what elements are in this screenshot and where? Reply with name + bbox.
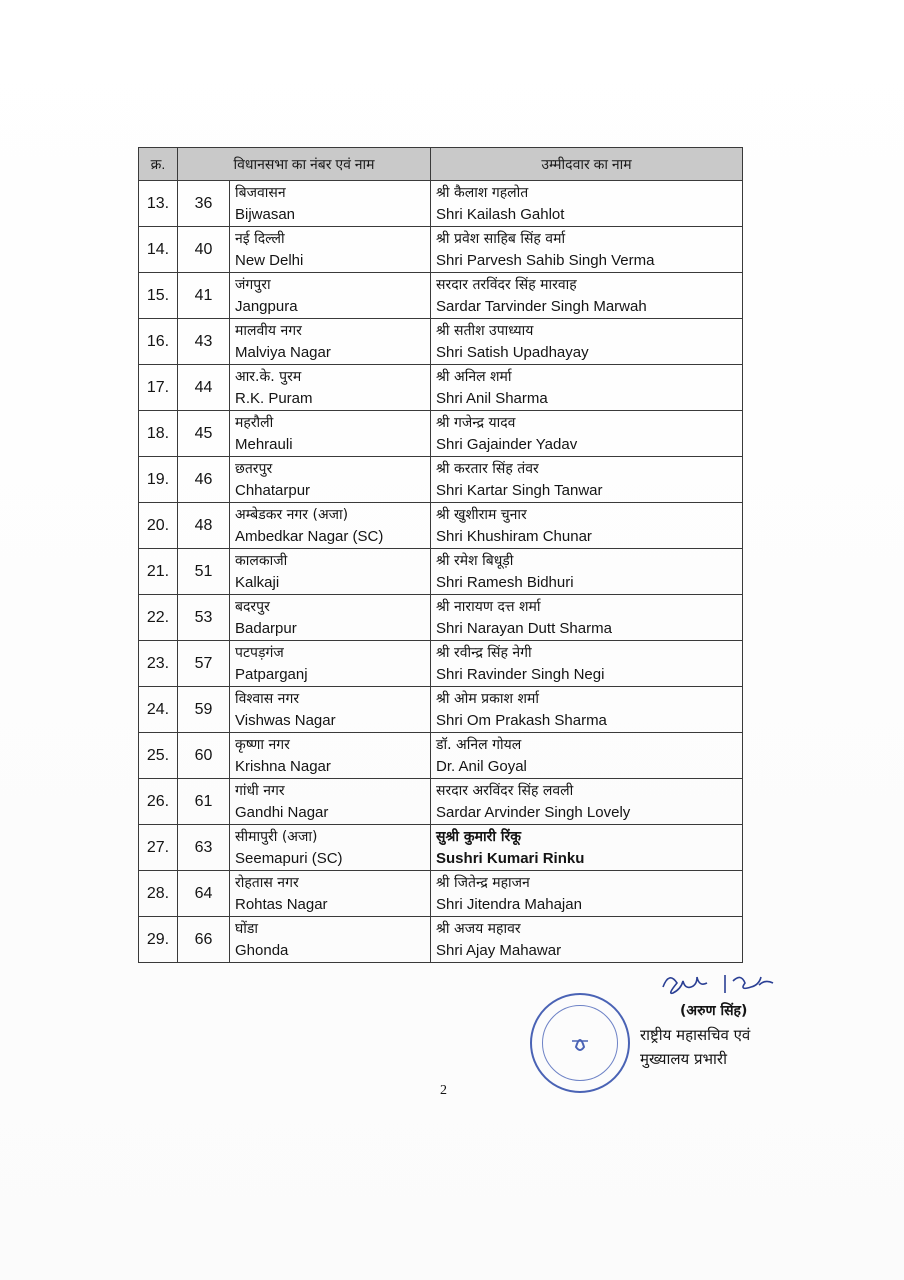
constituency-name-english: Malviya Nagar — [235, 343, 331, 361]
candidate-name-hindi: श्री कैलाश गहलोत — [436, 184, 529, 201]
signer-designation — [640, 1023, 750, 1071]
table-row — [139, 457, 743, 503]
candidate-name-hindi: श्री अनिल शर्मा — [436, 368, 512, 385]
constituency-name-hindi: मालवीय नगर — [235, 322, 302, 339]
constituency-number: 45 — [178, 411, 230, 457]
constituency-name-english: Jangpura — [235, 297, 298, 315]
constituency-name — [230, 779, 431, 825]
candidate-name-hindi: श्री करतार सिंह तंवर — [436, 460, 539, 477]
serial-number: 18. — [139, 411, 178, 457]
constituency-name-hindi: सीमापुरी (अजा) — [235, 828, 318, 845]
serial-number: 22. — [139, 595, 178, 641]
header-candidate: उम्मीदवार का नाम — [431, 148, 743, 181]
constituency-number: 61 — [178, 779, 230, 825]
constituency-name-hindi: कालकाजी — [235, 552, 288, 569]
constituency-name-english: New Delhi — [235, 251, 304, 269]
candidate-name-english: Sardar Arvinder Singh Lovely — [436, 803, 631, 821]
candidate-name-english: Sushri Kumari Rinku — [436, 849, 585, 867]
constituency-name — [230, 687, 431, 733]
table-row — [139, 595, 743, 641]
serial-number: 16. — [139, 319, 178, 365]
constituency-name — [230, 917, 431, 963]
candidate-name — [431, 227, 743, 273]
candidate-name — [431, 687, 743, 733]
constituency-name-hindi: जंगपुरा — [235, 276, 271, 293]
constituency-name-hindi: बदरपुर — [235, 598, 270, 615]
candidate-name — [431, 181, 743, 227]
table-row — [139, 273, 743, 319]
table-row — [139, 687, 743, 733]
table-row — [139, 641, 743, 687]
signer-name: (अरुण सिंह) — [680, 1003, 748, 1019]
table-row — [139, 733, 743, 779]
candidate-name — [431, 779, 743, 825]
constituency-number: 48 — [178, 503, 230, 549]
table-row — [139, 319, 743, 365]
serial-number: 24. — [139, 687, 178, 733]
candidate-name-english: Shri Ajay Mahawar — [436, 941, 562, 959]
constituency-name-english: Ghonda — [235, 941, 289, 959]
constituency-name-hindi: नई दिल्ली — [235, 230, 285, 247]
candidate-name-hindi: श्री अजय महावर — [436, 920, 521, 937]
constituency-name — [230, 319, 431, 365]
handwritten-signature — [655, 965, 785, 1001]
candidate-name-english: Shri Anil Sharma — [436, 389, 548, 407]
candidate-name-hindi: श्री गजेन्द्र यादव — [436, 414, 516, 431]
candidate-name-hindi: श्री ओम प्रकाश शर्मा — [436, 690, 539, 707]
candidate-name-english: Shri Gajainder Yadav — [436, 435, 578, 453]
constituency-number: 60 — [178, 733, 230, 779]
candidate-name-english: Shri Om Prakash Sharma — [436, 711, 607, 729]
candidate-name-hindi: सुश्री कुमारी रिंकू — [436, 828, 521, 845]
candidate-name-english: Shri Jitendra Mahajan — [436, 895, 582, 913]
serial-number: 14. — [139, 227, 178, 273]
candidate-name-hindi: श्री खुशीराम चुनार — [436, 506, 527, 523]
serial-number: 26. — [139, 779, 178, 825]
candidate-name-english: Shri Ravinder Singh Negi — [436, 665, 605, 683]
candidate-name-english: Shri Ramesh Bidhuri — [436, 573, 574, 591]
table-header-row — [139, 148, 743, 181]
constituency-number: 51 — [178, 549, 230, 595]
constituency-name-english: Rohtas Nagar — [235, 895, 328, 913]
candidate-name-hindi: श्री नारायण दत्त शर्मा — [436, 598, 541, 615]
table-row — [139, 227, 743, 273]
serial-number: 20. — [139, 503, 178, 549]
constituency-name-english: Badarpur — [235, 619, 297, 637]
candidate-name — [431, 503, 743, 549]
constituency-number: 41 — [178, 273, 230, 319]
constituency-name-english: Chhatarpur — [235, 481, 311, 499]
constituency-number: 59 — [178, 687, 230, 733]
constituency-name-hindi: कृष्णा नगर — [235, 736, 290, 753]
serial-number: 15. — [139, 273, 178, 319]
constituency-name-english: Gandhi Nagar — [235, 803, 329, 821]
constituency-name-hindi: पटपड़गंज — [235, 644, 284, 661]
constituency-name-english: Krishna Nagar — [235, 757, 331, 775]
constituency-name-hindi: रोहतास नगर — [235, 874, 299, 891]
candidate-name-english: Shri Satish Upadhayay — [436, 343, 589, 361]
constituency-name-hindi: घोंडा — [235, 920, 259, 937]
candidate-name-hindi: श्री रवीन्द्र सिंह नेगी — [436, 644, 532, 661]
candidate-name — [431, 641, 743, 687]
candidate-name — [431, 871, 743, 917]
candidate-name-english: Sardar Tarvinder Singh Marwah — [436, 297, 647, 315]
candidate-name — [431, 917, 743, 963]
constituency-name-hindi: महरौली — [235, 414, 274, 431]
candidate-name — [431, 365, 743, 411]
constituency-name — [230, 503, 431, 549]
constituency-number: 63 — [178, 825, 230, 871]
constituency-name — [230, 457, 431, 503]
constituency-name — [230, 549, 431, 595]
candidate-name — [431, 733, 743, 779]
constituency-name-hindi: अम्बेडकर नगर (अजा) — [235, 506, 349, 523]
table-row — [139, 503, 743, 549]
designation-line-2: मुख्यालय प्रभारी — [640, 1050, 727, 1068]
constituency-name-english: Vishwas Nagar — [235, 711, 336, 729]
candidate-name — [431, 825, 743, 871]
constituency-name-english: R.K. Puram — [235, 389, 313, 407]
constituency-name-hindi: विश्वास नगर — [235, 690, 300, 707]
table-row — [139, 779, 743, 825]
candidate-name-hindi: डॉ. अनिल गोयल — [436, 736, 522, 753]
page-number: 2 — [440, 1083, 447, 1098]
constituency-number: 64 — [178, 871, 230, 917]
table-row — [139, 411, 743, 457]
constituency-number: 36 — [178, 181, 230, 227]
constituency-name-english: Seemapuri (SC) — [235, 849, 343, 867]
serial-number: 21. — [139, 549, 178, 595]
table-row — [139, 365, 743, 411]
table-row — [139, 825, 743, 871]
constituency-name-english: Bijwasan — [235, 205, 296, 223]
table-row — [139, 181, 743, 227]
candidate-name — [431, 273, 743, 319]
candidate-name-hindi: श्री रमेश बिधूड़ी — [436, 552, 514, 569]
constituency-name — [230, 825, 431, 871]
constituency-name-english: Kalkaji — [235, 573, 280, 591]
constituency-number: 44 — [178, 365, 230, 411]
constituency-name — [230, 595, 431, 641]
serial-number: 29. — [139, 917, 178, 963]
candidate-name-english: Shri Khushiram Chunar — [436, 527, 592, 545]
constituency-number: 53 — [178, 595, 230, 641]
serial-number: 23. — [139, 641, 178, 687]
candidate-name-hindi: श्री सतीश उपाध्याय — [436, 322, 534, 339]
header-constituency: विधानसभा का नंबर एवं नाम — [178, 148, 431, 181]
party-seal — [530, 993, 630, 1093]
serial-number: 17. — [139, 365, 178, 411]
constituency-name-hindi: आर.के. पुरम — [235, 368, 302, 385]
candidate-name-hindi: श्री जितेन्द्र महाजन — [436, 874, 530, 891]
candidate-name-english: Shri Parvesh Sahib Singh Verma — [436, 251, 655, 269]
constituency-name — [230, 365, 431, 411]
serial-number: 19. — [139, 457, 178, 503]
candidate-name-hindi: सरदार तरविंदर सिंह मारवाह — [436, 276, 577, 293]
constituency-name — [230, 227, 431, 273]
signature-block — [530, 965, 790, 1105]
candidate-name — [431, 457, 743, 503]
table-row — [139, 917, 743, 963]
candidate-name-english: Shri Kailash Gahlot — [436, 205, 565, 223]
constituency-name-hindi: छतरपुर — [235, 460, 273, 477]
constituency-name — [230, 733, 431, 779]
constituency-name-hindi: बिजवासन — [235, 184, 286, 201]
serial-number: 13. — [139, 181, 178, 227]
seal-graphic — [532, 995, 628, 1091]
serial-number: 27. — [139, 825, 178, 871]
table-row — [139, 871, 743, 917]
table-row — [139, 549, 743, 595]
designation-line-1: राष्ट्रीय महासचिव एवं — [640, 1026, 751, 1044]
candidate-name-english: Shri Kartar Singh Tanwar — [436, 481, 603, 499]
candidate-name — [431, 319, 743, 365]
constituency-name — [230, 411, 431, 457]
constituency-number: 40 — [178, 227, 230, 273]
constituency-name — [230, 641, 431, 687]
constituency-number: 66 — [178, 917, 230, 963]
constituency-number: 43 — [178, 319, 230, 365]
constituency-name-english: Mehrauli — [235, 435, 293, 453]
constituency-name — [230, 181, 431, 227]
candidate-name — [431, 595, 743, 641]
candidate-name-hindi: सरदार अरविंदर सिंह लवली — [436, 782, 574, 799]
constituency-name-hindi: गांधी नगर — [235, 782, 285, 799]
constituency-name — [230, 871, 431, 917]
constituency-name-english: Patparganj — [235, 665, 308, 683]
candidate-name-english: Dr. Anil Goyal — [436, 757, 527, 775]
constituency-name-english: Ambedkar Nagar (SC) — [235, 527, 384, 545]
candidate-name-english: Shri Narayan Dutt Sharma — [436, 619, 612, 637]
serial-number: 28. — [139, 871, 178, 917]
constituency-number: 57 — [178, 641, 230, 687]
candidate-name — [431, 549, 743, 595]
candidate-name — [431, 411, 743, 457]
serial-number: 25. — [139, 733, 178, 779]
candidate-table — [138, 147, 743, 963]
constituency-name — [230, 273, 431, 319]
header-serial: क्र. — [139, 148, 178, 181]
constituency-number: 46 — [178, 457, 230, 503]
candidate-name-hindi: श्री प्रवेश साहिब सिंह वर्मा — [436, 230, 566, 247]
